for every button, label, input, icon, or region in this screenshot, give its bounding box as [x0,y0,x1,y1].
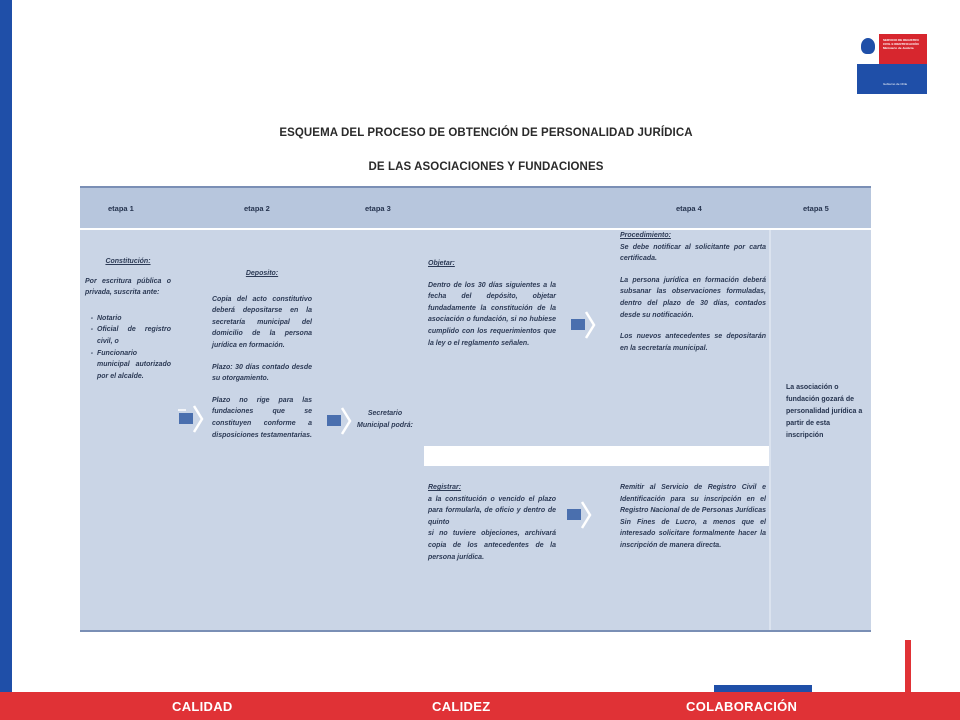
footer-calidez: CALIDEZ [432,699,491,714]
remitir-cell [620,482,766,552]
etapa5-column-divider [769,230,771,630]
procedimiento-heading: Procedimiento: [620,232,671,239]
footer-blue-tab [714,685,812,692]
deposito-heading: Deposito: [245,270,279,277]
table-bottom-border [80,630,871,632]
footer-red-vertical-accent [905,640,911,692]
header-etapa-4: etapa 4 [676,204,702,213]
procedimiento-cell [620,230,766,354]
footer-colaboracion: COLABORACIÓN [686,699,798,714]
list-item: - Funcionario municipal autorizado por el alcalde. [97,348,171,383]
arrow-right-icon [178,402,204,436]
row-separator-band [424,446,769,466]
deposito-text: Copia del acto constitutivo deberá depositarse en la secretaría municipal del domicilio de la persona jurídica en formación. [212,295,312,349]
etapa2-cell [212,268,312,441]
objetar-text: Dentro de los 30 días siguientes a la fecha del depósito, objetar fundadamente la constitución de la asociación o fundación, si no hubiese cumplido con los requerimientos que la ley o el reglamento señalen. [428,281,556,347]
document-title-line1: ESQUEMA DEL PROCESO DE OBTENCIÓN DE PERSONALIDAD JURÍDICA [279,127,693,139]
personalidad-juridica-text: La asociación o fundación gozará de personalidad jurídica a partir de esta inscripción [786,384,863,439]
plazo-fundaciones-text: Plazo no rige para las fundaciones que se constituyen conforme a disposiciones testamentarias. [212,396,312,439]
objetar-cell [428,258,556,349]
logo-institution-text: SERVICIO DE REGISTRO CIVIL E IDENTIFICACIÓN Ministerio de Justicia [883,38,919,50]
left-accent-bar [0,0,12,692]
chile-seal-icon [861,38,875,54]
arrow-right-icon [570,308,596,342]
arrow-right-icon [326,404,352,438]
constitucion-intro: Por escritura pública o privada, suscrita ante: [85,277,171,297]
nuevos-antecedentes-text: Los nuevos antecedentes se depositarán en la secretaría municipal. [620,333,766,352]
registrar-objeciones-text: si no tuviere objeciones, archivará copia de los antecedentes de la persona jurídica. [428,530,556,561]
plazo-text: Plazo: 30 días contado desde su otorgamiento. [212,363,312,383]
header-etapa-5: etapa 5 [803,204,829,213]
constitucion-list [85,313,171,383]
constitucion-heading: Constitución: [105,258,151,265]
list-item: - Notario [97,313,171,325]
registrar-heading: Registrar: [428,484,462,491]
logo-gobierno-text: Gobierno de Chile [883,82,908,86]
table-header-row [80,188,871,230]
registrar-text: a la constitución o vencido el plazo para formularla, de oficio y dentro de quinto [428,495,556,526]
etapa1-cell [85,256,171,382]
header-etapa-3: etapa 3 [365,204,391,213]
document-title-line2: DE LAS ASOCIACIONES Y FUNDACIONES [368,161,604,173]
list-item: - Oficial de registro civil, o [97,324,171,347]
remitir-text: Remitir al Servicio de Registro Civil e Identificación para su inscripción en el Registro Nacional de de Personas Jurídicas Sin Fines de Lucro, a menos que el interesado solicitare formalmente hacer la inscripción de manera directa. [620,484,766,549]
footer-calidad: CALIDAD [172,699,233,714]
objetar-heading: Objetar: [428,260,455,267]
secretario-municipal-text: Secretario Municipal podrá: [357,410,413,429]
etapa3-cell [354,408,416,431]
etapa5-cell [786,382,866,442]
registrar-cell [428,482,556,563]
notificar-text: Se debe notificar al solicitante por carta certificada. [620,243,766,263]
registro-civil-logo [857,34,927,94]
subsanar-text: La persona jurídica en formación deberá subsanar las observaciones formuladas, dentro del plazo de 30 días, contados desde su notificación. [620,276,766,319]
arrow-right-icon [566,498,592,532]
header-etapa-2: etapa 2 [244,204,270,213]
header-etapa-1: etapa 1 [108,204,134,213]
